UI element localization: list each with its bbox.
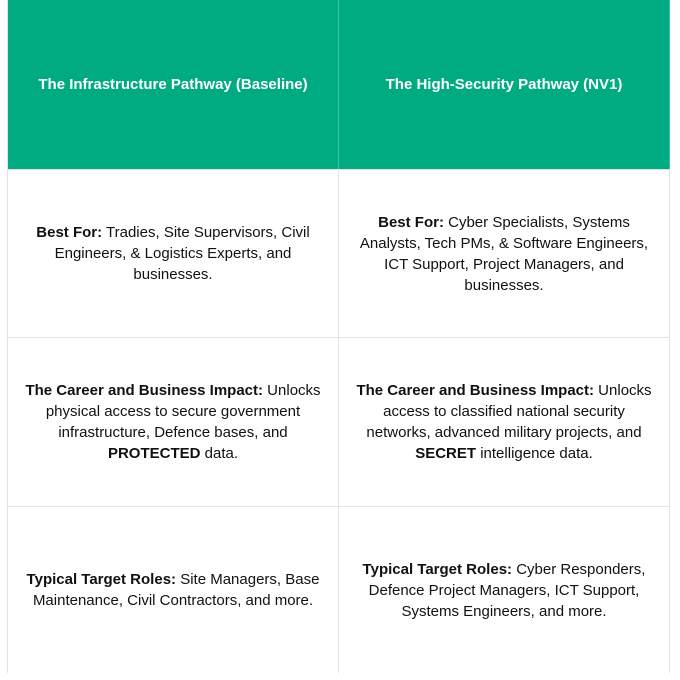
classification-emphasis: SECRET — [415, 445, 477, 462]
cell-text: Unlocks access to classified national security networks, advanced military projects, and — [366, 382, 652, 441]
impact-high-security-cell — [339, 337, 670, 506]
classification-emphasis: PROTECTED — [107, 445, 201, 462]
cell-label: Typical Target Roles: — [362, 560, 513, 578]
best-for-high-security-cell — [339, 169, 670, 337]
header-label: The High-Security Pathway (NV1) — [385, 76, 623, 93]
cell-label: Best For: — [378, 213, 444, 231]
cell-text: Cyber Responders, Defence Project Managers, ICT Support, Systems Engineers, and more. — [368, 560, 646, 620]
comparison-table — [7, 0, 669, 673]
cell-text: Cyber Specialists, Systems Analysts, Tech PMs, & Software Engineers, ICT Support, Project Managers, and businesses. — [359, 213, 649, 294]
target-roles-infrastructure-cell — [8, 506, 339, 673]
cell-text: Unlocks physical access to secure government infrastructure, Defence bases, and — [45, 382, 321, 441]
cell-label: The Career and Business Impact: — [356, 382, 595, 399]
target-roles-high-security-cell — [339, 506, 670, 673]
header-label: The Infrastructure Pathway (Baseline) — [38, 76, 308, 93]
cell-label: Typical Target Roles: — [26, 571, 177, 588]
impact-infrastructure-cell — [8, 337, 339, 506]
cell-text: Tradies, Site Supervisors, Civil Engineers, & Logistics Experts, and businesses. — [54, 224, 310, 283]
cell-text-tail: intelligence data. — [476, 445, 593, 462]
cell-text-tail: data. — [200, 445, 239, 462]
cell-label: The Career and Business Impact: — [25, 382, 264, 399]
cell-text: Site Managers, Base Maintenance, Civil Contractors, and more. — [32, 571, 320, 609]
header-high-security-pathway — [339, 0, 670, 169]
cell-label: Best For: — [36, 224, 103, 241]
best-for-infrastructure-cell — [8, 169, 339, 337]
header-infrastructure-pathway — [8, 0, 339, 169]
